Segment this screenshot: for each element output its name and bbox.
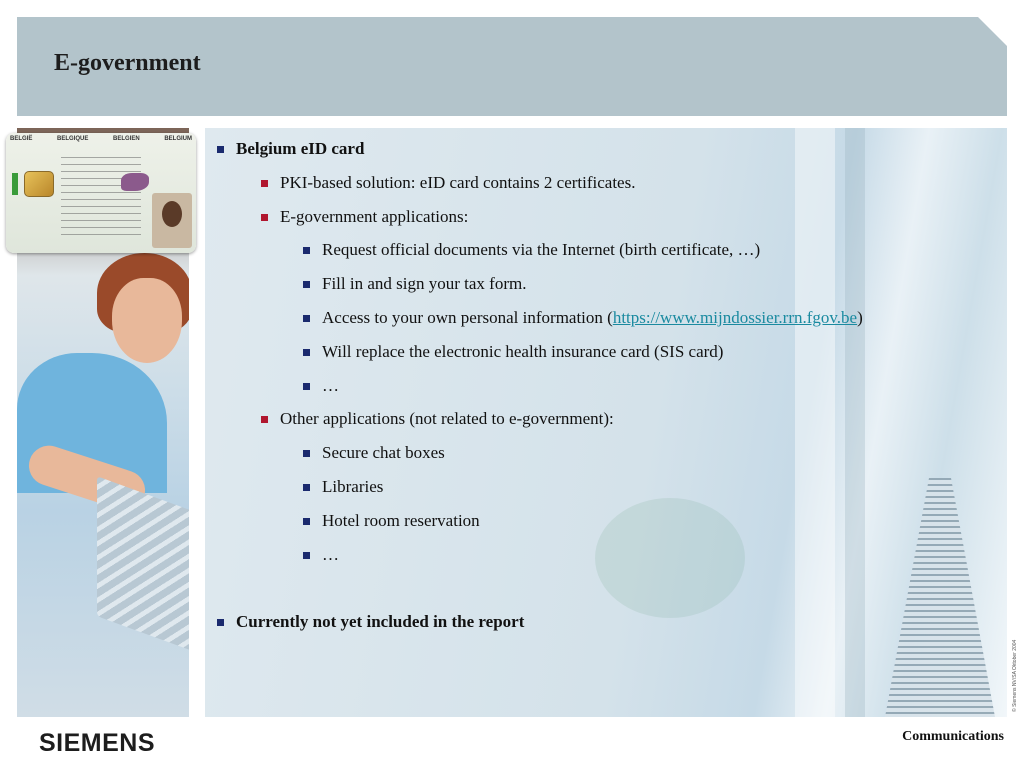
square-bullet-icon: [261, 214, 268, 221]
list-item-text: Currently not yet included in the report: [236, 612, 525, 631]
list-item-text: Fill in and sign your tax form.: [322, 274, 527, 293]
list-item-text-after: ): [857, 308, 863, 327]
square-bullet-icon: [261, 416, 268, 423]
list-item-text: Hotel room reservation: [322, 511, 480, 530]
list-item: [303, 477, 383, 497]
list-item: [303, 376, 339, 396]
list-item-text: Secure chat boxes: [322, 443, 445, 462]
square-bullet-icon: [303, 315, 310, 322]
list-item: [303, 274, 526, 294]
list-item: [303, 308, 863, 328]
list-item: [303, 240, 760, 260]
list-item: [217, 612, 524, 632]
list-item: [303, 545, 339, 565]
eid-portrait: [152, 193, 192, 248]
eid-text-lines: [61, 157, 141, 237]
list-item: [303, 511, 480, 531]
square-bullet-icon: [217, 146, 224, 153]
square-bullet-icon: [303, 450, 310, 457]
square-bullet-icon: [303, 349, 310, 356]
eid-card-image: [6, 133, 196, 253]
list-item-text: E-government applications:: [280, 207, 469, 226]
list-item: [261, 207, 468, 227]
list-item: [303, 342, 723, 362]
square-bullet-icon: [303, 247, 310, 254]
list-item-text: Will replace the electronic health insurance card (SIS card): [322, 342, 724, 361]
content-panel: [205, 128, 1007, 717]
square-bullet-icon: [261, 180, 268, 187]
bullet-list: [205, 128, 1007, 717]
eid-header-label: BELGIË: [10, 136, 33, 142]
photo-face: [112, 278, 182, 363]
photo-keyboard: [97, 476, 189, 660]
eid-flag-stripe: [12, 173, 18, 195]
eid-header-label: BELGIQUE: [57, 136, 89, 142]
list-item-text-before: Access to your own personal information (: [322, 308, 613, 327]
slide-title: E-government: [54, 50, 201, 76]
square-bullet-icon: [303, 484, 310, 491]
siemens-logo: SIEMENS: [39, 729, 156, 757]
division-label: Communications: [902, 729, 1004, 744]
list-item-text: Request official documents via the Internet (birth certificate, …): [322, 240, 761, 259]
square-bullet-icon: [303, 518, 310, 525]
eid-header-label: BELGIUM: [164, 136, 192, 142]
square-bullet-icon: [303, 281, 310, 288]
list-item-text: …: [322, 376, 339, 395]
list-item-text: PKI-based solution: eID card contains 2 certificates.: [280, 173, 636, 192]
square-bullet-icon: [217, 619, 224, 626]
eid-header-label: BELGIEN: [113, 136, 140, 142]
list-item-text: Libraries: [322, 477, 384, 496]
list-item: [303, 443, 445, 463]
chip-icon: [24, 171, 54, 197]
square-bullet-icon: [303, 552, 310, 559]
list-item-text: Belgium eID card: [236, 139, 365, 158]
eid-card-header: [10, 136, 192, 152]
list-item: [217, 139, 364, 159]
copyright-notice: © Siemens NV/SA Oktober 2004: [1012, 639, 1018, 712]
belgium-map-icon: [121, 173, 149, 191]
list-item: [261, 173, 635, 193]
list-item: [261, 409, 614, 429]
mijndossier-link[interactable]: https://www.mijndossier.rrn.fgov.be: [612, 308, 858, 327]
square-bullet-icon: [303, 383, 310, 390]
list-item-text: …: [322, 545, 339, 564]
list-item-text: Other applications (not related to e-government):: [280, 409, 614, 428]
